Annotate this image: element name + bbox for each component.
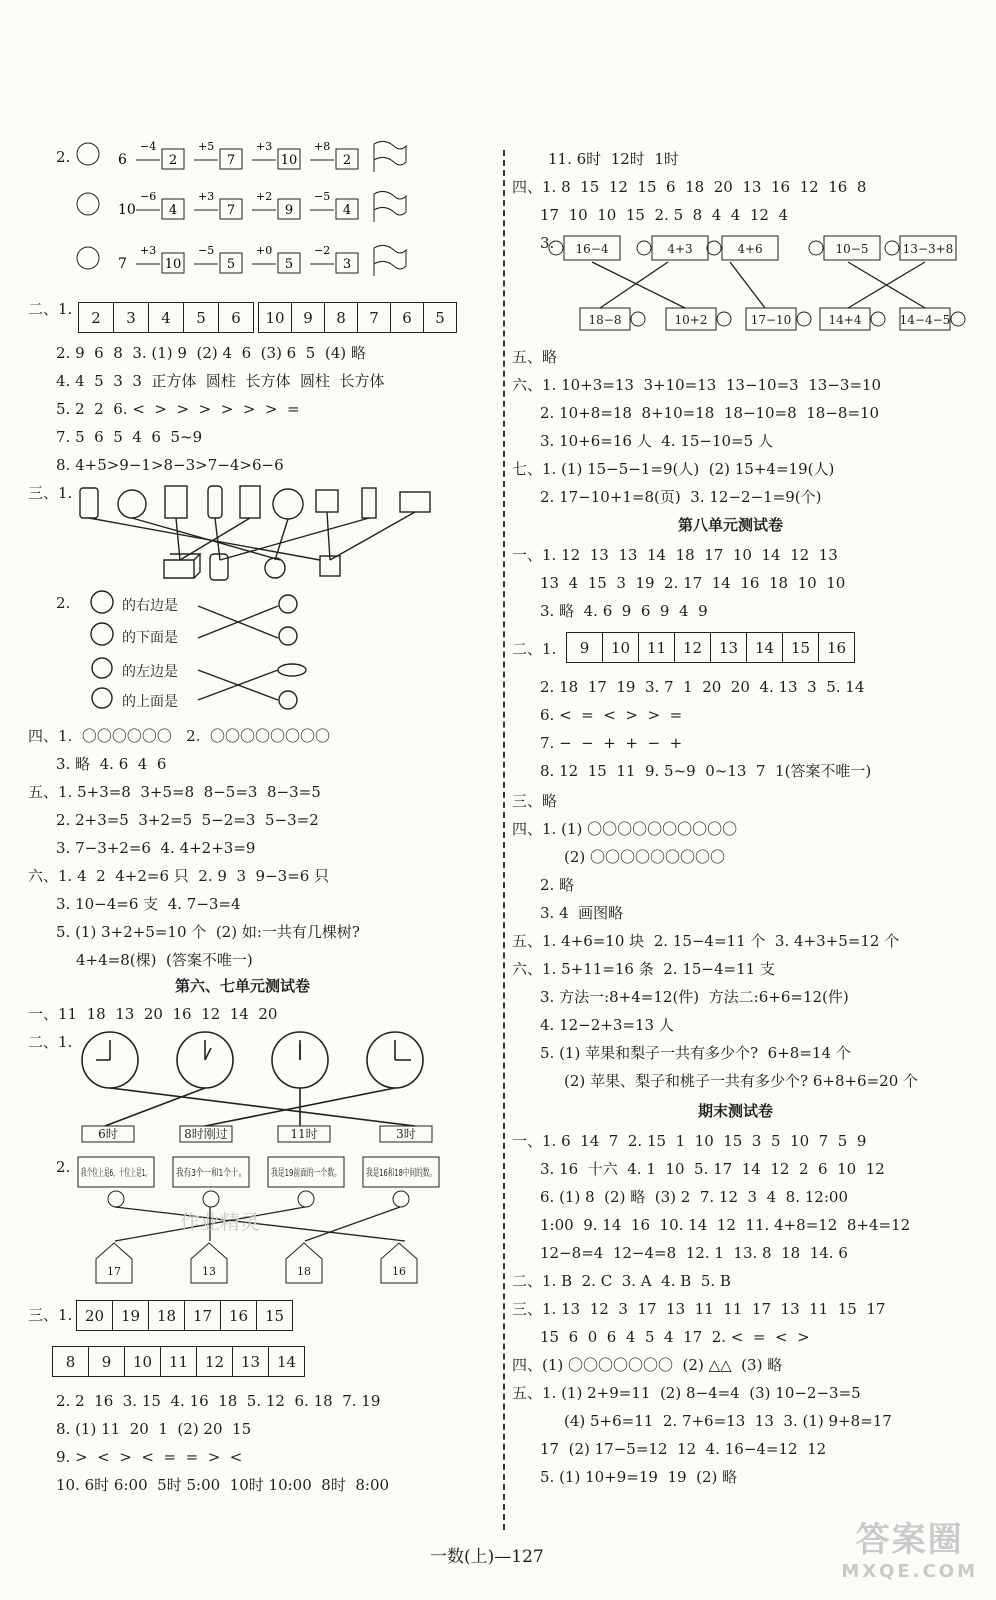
- number-box-cell: 8: [53, 1347, 89, 1376]
- cuboid-shape: [164, 554, 200, 578]
- number-box-cell: 5: [184, 303, 219, 332]
- answer-line: (2) 苹果、梨子和桃子一共有多少个? 6+8+6=20 个: [564, 1072, 919, 1090]
- column-divider: [503, 150, 505, 1530]
- number-box-row: [52, 1346, 305, 1377]
- chain-value: 2: [342, 153, 352, 168]
- answer-line: 2. 10+8=18 8+10=18 18−10=8 18−8=10: [540, 404, 880, 422]
- position-label: 的右边是: [122, 598, 178, 614]
- answer-line: 2.: [56, 148, 71, 166]
- calc-card-text: 13−3+8: [902, 242, 954, 256]
- number-box-cell: 12: [197, 1347, 233, 1376]
- answer-line: 一、11 18 13 20 16 12 14 20: [28, 1005, 278, 1023]
- pig-icon: [108, 1191, 124, 1207]
- answer-line: 6. < = < > > =: [540, 706, 683, 724]
- answer-line: 三、略: [512, 792, 558, 810]
- sphere-shape: [265, 558, 285, 578]
- watermark-title: 答案圈: [855, 1520, 964, 1560]
- number-box-cell: 3: [114, 303, 149, 332]
- answer-line: 4+4=8(棵) (答案不唯一): [76, 951, 253, 969]
- can-icon: [208, 486, 222, 518]
- answer-line: 3. 16 十六 4. 1 10 5. 17 14 12 2 6 10 12: [540, 1160, 885, 1178]
- answer-line: 五、1. 4+6=10 块 2. 15−4=11 个 3. 4+3+5=12 个: [512, 932, 900, 950]
- number-chain-figure: [70, 140, 430, 290]
- clock-label: 8时刚过: [184, 1127, 228, 1141]
- number-box-cell: 6: [391, 303, 424, 332]
- pig-icon: [203, 1191, 219, 1207]
- position-label: 的上面是: [122, 694, 178, 710]
- flag-icon: [374, 141, 406, 172]
- chain-operator: +2: [256, 190, 273, 203]
- answer-line: 2. 9 6 8 3. (1) 9 (2) 4 6 (3) 6 5 (4) 略: [56, 344, 366, 362]
- result-card-text: 17−10: [750, 313, 792, 327]
- answer-line: 17 10 10 15 2. 5 8 4 4 12 4: [540, 206, 789, 224]
- house-number: 18: [297, 1265, 311, 1278]
- answer-line: 11. 6时 12时 1时: [548, 150, 679, 168]
- chain-operator: +3: [198, 190, 215, 203]
- chain-value: 2: [168, 153, 178, 168]
- calc-matching-figure: [540, 230, 980, 340]
- chain-operator: −4: [140, 140, 157, 153]
- answer-line: 五、略: [512, 348, 558, 366]
- clock-label: 6时: [98, 1127, 118, 1141]
- position-label: 的左边是: [122, 664, 178, 680]
- section-heading: 第六、七单元测试卷: [175, 977, 311, 995]
- answer-line: 五、1. 5+3=8 3+5=8 8−5=3 8−3=5: [28, 783, 321, 801]
- football-icon: [273, 489, 303, 519]
- number-box-cell: 15: [264, 1306, 285, 1325]
- number-box-cell: 16: [221, 1301, 257, 1330]
- answer-line: 2. 2 16 3. 15 4. 16 18 5. 12 6. 18 7. 19: [56, 1392, 381, 1410]
- number-box-cell: 12: [675, 633, 711, 662]
- answer-line: 4. 12−2+3=13 人: [540, 1016, 674, 1034]
- answer-line: 七、1. (1) 15−5−1=9(人) (2) 15+4=19(人): [512, 460, 835, 478]
- chain-operator: +5: [198, 140, 215, 153]
- answer-line: 6. (1) 8 (2) 略 (3) 2 7. 12 3 4 8. 12:00: [540, 1188, 848, 1206]
- answer-line: 四、1. 〇〇〇〇〇〇 2. 〇〇〇〇〇〇〇〇: [28, 727, 331, 745]
- house-number: 17: [107, 1265, 121, 1278]
- sunflower-icon: [797, 312, 811, 326]
- flag-icon: [374, 191, 406, 222]
- answer-line: 三、1.: [28, 1306, 73, 1324]
- watermark-url: MXQE.COM: [841, 1561, 978, 1582]
- answer-line: 六、1. 5+11=16 条 2. 15−4=11 支: [512, 960, 775, 978]
- chain-value: 10: [164, 257, 182, 272]
- answer-line: 1:00 9. 14 16 10. 14 12 11. 4+8=12 8+4=12: [540, 1216, 911, 1234]
- answer-line: 7. 5 6 5 4 6 5~9: [56, 428, 203, 446]
- number-box-cell: 7: [358, 303, 391, 332]
- number-box-cell: 13: [711, 633, 747, 662]
- answer-line: 四、(1) 〇〇〇〇〇〇〇 (2) △△ (3) 略: [512, 1356, 783, 1374]
- section-heading: 第八单元测试卷: [678, 516, 784, 534]
- house-number: 13: [202, 1265, 216, 1278]
- answer-line: 15 6 0 6 4 5 4 17 2. < = < >: [540, 1328, 810, 1346]
- chain-operator: +0: [256, 244, 273, 257]
- chain-value: 5: [226, 257, 236, 272]
- fridge-icon: [240, 486, 260, 518]
- chain-operator: −5: [198, 244, 215, 257]
- watermelon-icon: [91, 623, 113, 645]
- strawberry-icon: [92, 658, 112, 678]
- number-box-cell: 9: [89, 1347, 125, 1376]
- watermark: [841, 1512, 978, 1582]
- answer-line: 10. 6时 6:00 5时 5:00 10时 10:00 8时 8:00: [56, 1476, 390, 1494]
- answer-line: 8. (1) 11 20 1 (2) 20 15: [56, 1420, 252, 1438]
- number-box-cell: 17: [185, 1301, 221, 1330]
- calc-card-text: 10−5: [835, 242, 869, 256]
- house-number: 16: [392, 1265, 406, 1278]
- speech-text: 我是16和18中间的数。: [366, 1168, 472, 1179]
- number-box-cell: 18: [149, 1301, 185, 1330]
- number-box-cell: 2: [79, 303, 114, 332]
- calc-card-text: 4+6: [737, 242, 763, 256]
- number-box-cell: 10: [603, 633, 639, 662]
- number-box-cell: 14: [276, 1352, 297, 1371]
- chain-value: 5: [284, 257, 294, 272]
- pig-icon: [393, 1191, 409, 1207]
- banana-icon: [278, 664, 306, 676]
- chain-start: 6: [118, 152, 127, 168]
- chain-operator: +8: [314, 140, 331, 153]
- clock-matching-figure: [70, 1028, 450, 1148]
- answer-line: 四、1. 8 15 12 15 6 18 20 13 16 12 16 8: [512, 178, 867, 196]
- apple-icon: [637, 241, 651, 255]
- peach-icon: [279, 627, 297, 645]
- calc-card-text: 4+3: [667, 242, 693, 256]
- answer-line: 8. 12 15 11 9. 5~9 0~13 7 1(答案不唯一): [540, 762, 872, 780]
- book-icon: [165, 486, 187, 518]
- answer-line: 12−8=4 12−4=8 12. 1 13. 8 18 14. 6: [540, 1244, 848, 1262]
- answer-line: 2. 17−10+1=8(页) 3. 12−2−1=9(个): [540, 488, 822, 506]
- answer-line: 13 4 15 3 19 2. 17 14 16 18 10 10: [540, 574, 846, 592]
- answer-line: 二、1.: [28, 300, 73, 318]
- bubble-house-figure: [70, 1155, 472, 1285]
- number-box-cell: 5: [435, 308, 445, 327]
- apple-icon: [809, 241, 823, 255]
- clock-label: 11时: [290, 1127, 318, 1141]
- brand-mark: 作业精灵: [180, 1210, 260, 1234]
- rubik-cube-icon: [316, 490, 338, 512]
- answer-line: 六、1. 10+3=13 3+10=13 13−10=3 13−3=10: [512, 376, 882, 394]
- answer-line: 五、1. (1) 2+9=11 (2) 8−4=4 (3) 10−2−3=5: [512, 1384, 861, 1402]
- answer-line: 2.: [56, 1158, 71, 1176]
- calc-card-text: 16−4: [575, 242, 609, 256]
- girl-face-icon: [77, 247, 99, 269]
- answer-line: 5. (1) 3+2+5=10 个 (2) 如:一共有几棵树?: [56, 923, 360, 941]
- shape-matching-figure: [70, 482, 450, 582]
- speech-text: 我是19前面的一个数。: [271, 1168, 374, 1179]
- number-box-row: [566, 632, 855, 663]
- number-box-row: [258, 302, 457, 333]
- section-heading: 期末测试卷: [698, 1102, 774, 1120]
- battery-icon: [362, 488, 376, 518]
- number-box-cell: 15: [783, 633, 819, 662]
- answer-line: 17 (2) 17−5=12 12 4. 16−4=12 12: [540, 1440, 827, 1458]
- answer-line: 3.: [540, 234, 555, 252]
- sunflower-icon: [631, 312, 645, 326]
- number-box-cell: 19: [113, 1301, 149, 1330]
- chain-operator: −6: [140, 190, 157, 203]
- position-matching-figure: [88, 588, 338, 718]
- answer-line: 9. > < > < = = > <: [56, 1448, 243, 1466]
- chain-start: 10: [118, 202, 136, 218]
- answer-line: 2. 略: [540, 876, 575, 894]
- number-box-cell: 11: [161, 1347, 197, 1376]
- basketball-icon: [118, 490, 146, 518]
- apple-icon: [549, 241, 563, 255]
- number-box-cell: 14: [747, 633, 783, 662]
- chain-operator: −2: [314, 244, 331, 257]
- answer-line: 2. 18 17 19 3. 7 1 20 20 4. 13 3 5. 14: [540, 678, 865, 696]
- number-box-cell: 9: [567, 633, 603, 662]
- position-label: 的下面是: [122, 630, 178, 646]
- number-box-cell: 9: [292, 303, 325, 332]
- answer-line: (4) 5+6=11 2. 7+6=13 13 3. (1) 9+8=17: [564, 1412, 892, 1430]
- pig-icon: [298, 1191, 314, 1207]
- chain-value: 4: [168, 203, 178, 218]
- strawberry-icon-2: [279, 595, 297, 613]
- answer-line: 2. 2+3=5 3+2=5 5−2=3 5−3=2: [56, 811, 319, 829]
- number-box-cell: 20: [77, 1301, 113, 1330]
- answer-line: 5. (1) 苹果和梨子一共有多少个? 6+8=14 个: [540, 1044, 851, 1062]
- answer-line: 4. 4 5 3 3 正方体 圆柱 长方体 圆柱 长方体: [56, 372, 385, 390]
- tissue-box-icon: [80, 488, 98, 518]
- chain-value: 10: [280, 153, 298, 168]
- answer-line: 5. (1) 10+9=19 19 (2) 略: [540, 1468, 738, 1486]
- box-icon: [400, 492, 430, 512]
- result-card-text: 18−8: [588, 313, 622, 327]
- chain-operator: +3: [256, 140, 273, 153]
- number-box-cell: 13: [233, 1347, 269, 1376]
- chain-value: 4: [342, 203, 352, 218]
- answer-line: 3. 10−4=6 支 4. 7−3=4: [56, 895, 241, 913]
- result-card-text: 10+2: [674, 313, 708, 327]
- answer-line: 7. − − + + − +: [540, 734, 683, 752]
- apple-icon: [885, 241, 899, 255]
- chain-value: 7: [226, 153, 236, 168]
- apple-icon: [707, 241, 721, 255]
- answer-line: 3. 7−3+2=6 4. 4+2+3=9: [56, 839, 256, 857]
- answer-line: 8. 4+5>9−1>8−3>7−4>6−6: [56, 456, 284, 474]
- answer-line: 3. 方法一:8+4=12(件) 方法二:6+6=12(件): [540, 988, 849, 1006]
- number-box-cell: 10: [259, 303, 292, 332]
- result-card-text: 14−4−5: [899, 313, 951, 327]
- speech-text: 我有3个一和1个十。: [176, 1168, 269, 1179]
- chain-operator: −5: [314, 190, 331, 203]
- answer-line: 5. 2 2 6. < > > > > > > =: [56, 400, 300, 418]
- answer-line: 一、1. 12 13 13 14 18 17 10 14 12 13: [512, 546, 838, 564]
- girl-face-icon: [77, 193, 99, 215]
- speech-text: 我个位上是6，十位上是1。: [81, 1168, 204, 1179]
- answer-line: 3. 略 4. 6 4 6: [56, 755, 167, 773]
- sunflower-icon: [951, 312, 965, 326]
- answer-line: 二、1.: [512, 640, 557, 658]
- number-box-cell: 4: [149, 303, 184, 332]
- clock-label: 3时: [396, 1127, 416, 1141]
- answer-line: 三、1.: [28, 484, 73, 502]
- sunflower-icon: [717, 312, 731, 326]
- number-box-cell: 6: [231, 308, 241, 327]
- answer-line: 二、1. B 2. C 3. A 4. B 5. B: [512, 1272, 731, 1290]
- chain-value: 3: [342, 257, 352, 272]
- number-box-cell: 8: [325, 303, 358, 332]
- answer-line: (2) 〇〇〇〇〇〇〇〇〇: [564, 848, 726, 866]
- pear-icon: [92, 688, 112, 708]
- flag-icon: [374, 245, 406, 276]
- number-box-row: [78, 302, 254, 333]
- girl-face-icon: [77, 143, 99, 165]
- answer-line: 3. 10+6=16 人 4. 15−10=5 人: [540, 432, 773, 450]
- answer-line: 六、1. 4 2 4+2=6 只 2. 9 3 9−3=6 只: [28, 867, 330, 885]
- grapes-icon: [279, 691, 297, 709]
- result-card-text: 14+4: [828, 313, 862, 327]
- answer-line: 二、1.: [28, 1033, 73, 1051]
- sunflower-icon: [871, 312, 885, 326]
- answer-line: 三、1. 13 12 3 17 13 11 11 17 13 11 15 17: [512, 1300, 886, 1318]
- chain-value: 9: [284, 203, 294, 218]
- chain-start: 7: [118, 256, 127, 272]
- answer-line: 3. 4 画图略: [540, 904, 624, 922]
- number-box-row: [76, 1300, 293, 1331]
- answer-line: 2.: [56, 594, 71, 612]
- chain-operator: +3: [140, 244, 157, 257]
- number-box-cell: 11: [639, 633, 675, 662]
- number-box-cell: 10: [125, 1347, 161, 1376]
- answer-line: 一、1. 6 14 7 2. 15 1 10 15 3 5 10 7 5 9: [512, 1132, 867, 1150]
- jar-icon: [91, 591, 113, 613]
- answer-line: 四、1. (1) 〇〇〇〇〇〇〇〇〇〇: [512, 820, 738, 838]
- answer-line: 3. 略 4. 6 9 6 9 4 9: [540, 602, 708, 620]
- number-box-cell: 16: [826, 638, 847, 657]
- chain-value: 7: [226, 203, 236, 218]
- page-footer: 一数(上)—127: [430, 1547, 544, 1567]
